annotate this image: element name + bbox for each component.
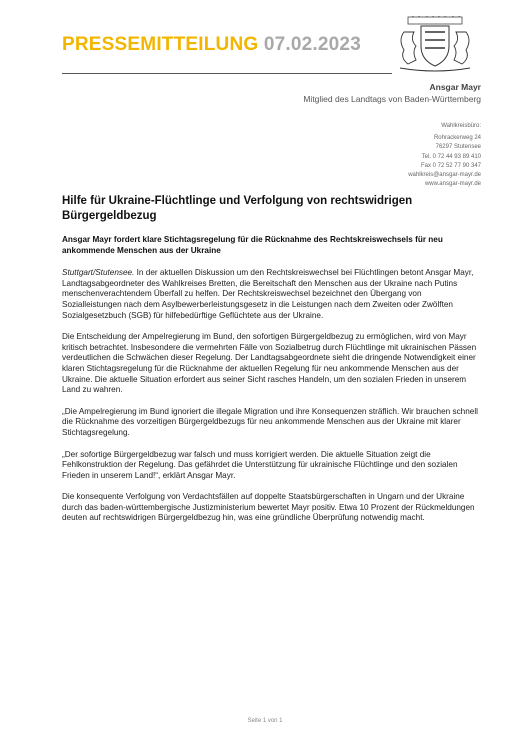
article-headline: Hilfe für Ukraine-Flüchtlinge und Verfolgung von rechtswidrigen Bürgergeldbezug <box>62 195 413 222</box>
office-website: www.ansgar-mayr.de <box>424 181 481 188</box>
header-divider <box>62 73 392 74</box>
article-body <box>62 194 482 535</box>
paragraph-5: Die konsequente Verfolgung von Verdachtsfällen auf doppelte Staatsbürgerschaften in Ungarn und der Ukraine durch das baden-württembergische Justizministerium bewertet Mayr positiv. Etwa 10 Prozent der Rückmeldungen deuten auf rechtswidrigen Bürgergeldbezug hin, was eine gründliche Überprüfung notwendig macht. <box>62 492 475 523</box>
dateline-place: Stuttgart/Stutensee. <box>62 268 135 278</box>
press-release-title <box>62 34 361 56</box>
office-street: Rohrackerweg 24 <box>433 135 481 142</box>
title-date: 07.02.2023 <box>263 34 361 55</box>
author-name: Ansgar Mayr <box>429 82 481 92</box>
contact-block <box>408 122 481 189</box>
article-subheadline: Ansgar Mayr fordert klare Stichtagsregelung für die Rücknahme des Rechtskreiswechsels für neu ankommende Menschen aus der Ukraine <box>62 235 443 255</box>
coat-of-arms-icon <box>396 16 474 72</box>
paragraph-2: Die Entscheidung der Ampelregierung im Bund, den sofortigen Bürgergeldbezug zu ermöglichen, wird von Mayr kritisch betrachtet. Insbesondere die vermehrten Fälle von Sozialbetrug durch Flüchtlinge mit ukrainischen Pässen verdeutlichen die Schwächen dieser Regelung. Der Landtagsabgeordnete sieht die dringende Notwendigkeit einer klaren Stichtagsregelung für die Rücknahme der aktuellen Regelung für neu ankommende Menschen aus der Ukraine. Die aktuelle Situation erfordert aus seiner Sicht rasches Handeln, um den sozialen Frieden in unserem Land zu wahren. <box>62 332 477 395</box>
title-label: PRESSEMITTEILUNG <box>62 34 259 55</box>
office-label: Wahlkreisbüro: <box>441 123 481 129</box>
office-phone: Tel. 0 72 44 93 89 410 <box>421 153 481 160</box>
office-email: wahlkreis@ansgar-mayr.de <box>408 172 481 179</box>
author-role: Mitglied des Landtags von Baden-Württemberg <box>303 94 481 104</box>
page-number: Seite 1 von 1 <box>247 718 283 724</box>
office-fax: Fax 0 72 52 77 90 347 <box>420 162 481 169</box>
author-block <box>303 82 481 104</box>
paragraph-1-text: In der aktuellen Diskussion um den Rechtskreiswechsel bei Flüchtlingen betont Ansgar Mayr, Landtagsabgeordneter des Wahlkreises Bretten, die Bereitschaft den Menschen aus der Ukraine nach Putins menschenverachtendem Überfall zu helfen. Der Rechtskreiswechsel bezeichnet den Übergang von Sozialleistungen nach dem Asylbewerberleistungsgesetz in die Leistungen nach dem Zweiten oder Zwölften Sozialgesetzbuch (SGB) für hilfebedürftige Geflüchtete aus der Ukraine. <box>62 268 474 320</box>
office-city: 76297 Stutensee <box>435 144 481 151</box>
paragraph-3-quote: „Die Ampelregierung im Bund ignoriert die illegale Migration und ihre Konsequenzen sträflich. Wir brauchen schnell die Rücknahme des vorzeitigen Bürgergeldbezugs für neu ankommende Menschen aus der Ukraine mit klarer Stichtagsregelung. <box>62 406 478 437</box>
paragraph-4-quote: „Der sofortige Bürgergeldbezug war falsch und muss korrigiert werden. Die aktuelle Situation zeigt die Fehlkonstruktion der Regelung. Das gefährdet die Unterstützung für ukrainische Flüchtlinge und den sozialen Frieden in unserem Land!“, erklärt Ansgar Mayr. <box>62 449 458 480</box>
paragraph-1 <box>62 268 482 321</box>
